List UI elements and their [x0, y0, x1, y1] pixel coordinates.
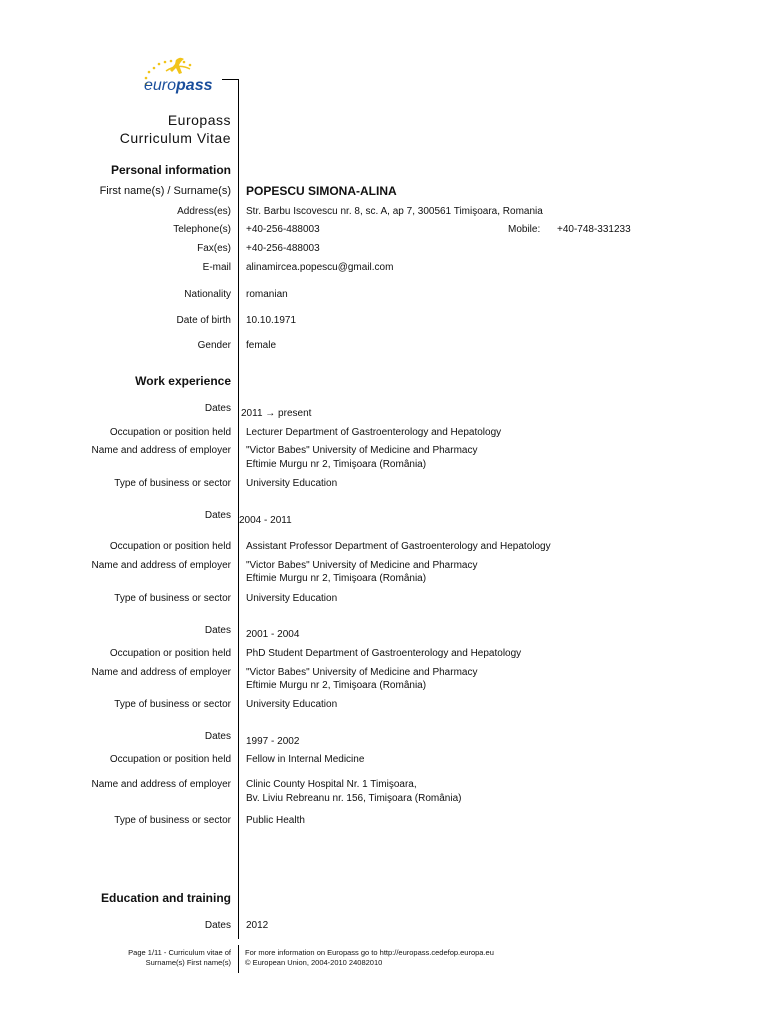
footer-right-line2: © European Union, 2004-2010 24082010 — [245, 958, 383, 967]
value-occupation: Assistant Professor Department of Gastroenterology and Hepatology — [246, 541, 551, 552]
label-email: E-mail — [202, 262, 231, 273]
value-employer-line1: "Victor Babes" University of Medicine and Pharmacy — [246, 560, 478, 571]
label-dates: Dates — [204, 510, 231, 521]
value-telephone: +40-256-488003 — [246, 224, 320, 235]
main-vertical-rule — [238, 79, 239, 939]
footer-page-info — [128, 948, 231, 968]
label-business: Type of business or sector — [114, 815, 231, 826]
value-occupation: Lecturer Department of Gastroenterology and Hepatology — [246, 427, 502, 438]
value-date-of-birth: 10.10.1971 — [246, 315, 297, 326]
label-name: First name(s) / Surname(s) — [99, 185, 231, 197]
value-address: Str. Barbu Iscovescu nr. 8, sc. A, ap 7, 300561 Timişoara, Romania — [246, 206, 543, 217]
label-dates: Dates — [204, 731, 231, 742]
value-employer-line1: Clinic County Hospital Nr. 1 Timişoara, — [246, 779, 417, 790]
footer-vertical-rule — [238, 945, 239, 973]
value-gender: female — [246, 340, 277, 351]
value-employer-line1: "Victor Babes" University of Medicine and Pharmacy — [246, 445, 478, 456]
value-nationality: romanian — [246, 289, 288, 300]
label-employer: Name and address of employer — [91, 779, 231, 790]
label-address: Address(es) — [177, 206, 231, 217]
value-dates: 2001 - 2004 — [246, 629, 300, 640]
logo-text-pass: pass — [176, 77, 213, 94]
value-employer-line2: Eftimie Murgu nr 2, Timişoara (România) — [246, 680, 427, 691]
label-employer: Name and address of employer — [91, 667, 231, 678]
value-occupation: Fellow in Internal Medicine — [246, 754, 365, 765]
label-nationality: Nationality — [184, 289, 231, 300]
label-employer: Name and address of employer — [91, 560, 231, 571]
label-business: Type of business or sector — [114, 478, 231, 489]
label-employer: Name and address of employer — [91, 445, 231, 456]
label-dates: Dates — [204, 403, 231, 414]
value-employer-line2: Eftimie Murgu nr 2, Timişoara (România) — [246, 459, 427, 470]
value-dates: 2004 - 2011 — [239, 515, 292, 526]
europass-logo — [132, 55, 224, 103]
value-email[interactable]: alinamircea.popescu@gmail.com — [246, 262, 394, 273]
label-occupation: Occupation or position held — [109, 427, 231, 438]
logo-text-euro: euro — [144, 77, 177, 94]
footer-europass-info — [245, 948, 494, 968]
section-personal-information: Personal information — [110, 163, 231, 177]
footer-left-line1: Page 1/11 - Curriculum vitae of — [128, 948, 231, 957]
label-mobile: Mobile: — [508, 224, 541, 235]
label-occupation: Occupation or position held — [109, 754, 231, 765]
value-education-dates: 2012 — [246, 920, 269, 931]
label-business: Type of business or sector — [114, 593, 231, 604]
value-name: POPESCU SIMONA-ALINA — [246, 184, 397, 198]
label-occupation: Occupation or position held — [109, 541, 231, 552]
value-employer-line1: "Victor Babes" University of Medicine and Pharmacy — [246, 667, 478, 678]
value-business: University Education — [246, 478, 338, 489]
label-occupation: Occupation or position held — [109, 648, 231, 659]
value-business: Public Health — [246, 815, 305, 826]
label-education-dates: Dates — [204, 920, 231, 931]
label-dates: Dates — [204, 625, 231, 636]
cv-title-line1: Europass — [167, 112, 231, 128]
value-dates: 2011 → present — [241, 408, 312, 419]
value-fax: +40-256-488003 — [246, 243, 320, 254]
footer-left-line2: Surname(s) First name(s) — [145, 958, 231, 967]
label-gender: Gender — [197, 340, 231, 351]
value-dates: 1997 - 2002 — [246, 736, 300, 747]
value-employer-line2: Eftimie Murgu nr 2, Timişoara (România) — [246, 573, 427, 584]
value-occupation: PhD Student Department of Gastroenterology and Hepatology — [246, 648, 522, 659]
value-mobile: +40-748-331233 — [557, 224, 631, 235]
section-work-experience: Work experience — [135, 374, 231, 388]
label-business: Type of business or sector — [114, 699, 231, 710]
header-rule — [222, 79, 239, 80]
value-business: University Education — [246, 699, 338, 710]
label-date-of-birth: Date of birth — [176, 315, 231, 326]
label-fax: Fax(es) — [197, 243, 231, 254]
label-telephone: Telephone(s) — [173, 224, 231, 235]
cv-title-line2: Curriculum Vitae — [119, 130, 231, 146]
footer-right-line1[interactable]: For more information on Europass go to http://europass.cedefop.europa.eu — [245, 948, 494, 957]
value-employer-line2: Bv. Liviu Rebreanu nr. 156, Timişoara (România) — [246, 793, 462, 804]
section-education-and-training: Education and training — [100, 891, 231, 905]
value-business: University Education — [246, 593, 338, 604]
